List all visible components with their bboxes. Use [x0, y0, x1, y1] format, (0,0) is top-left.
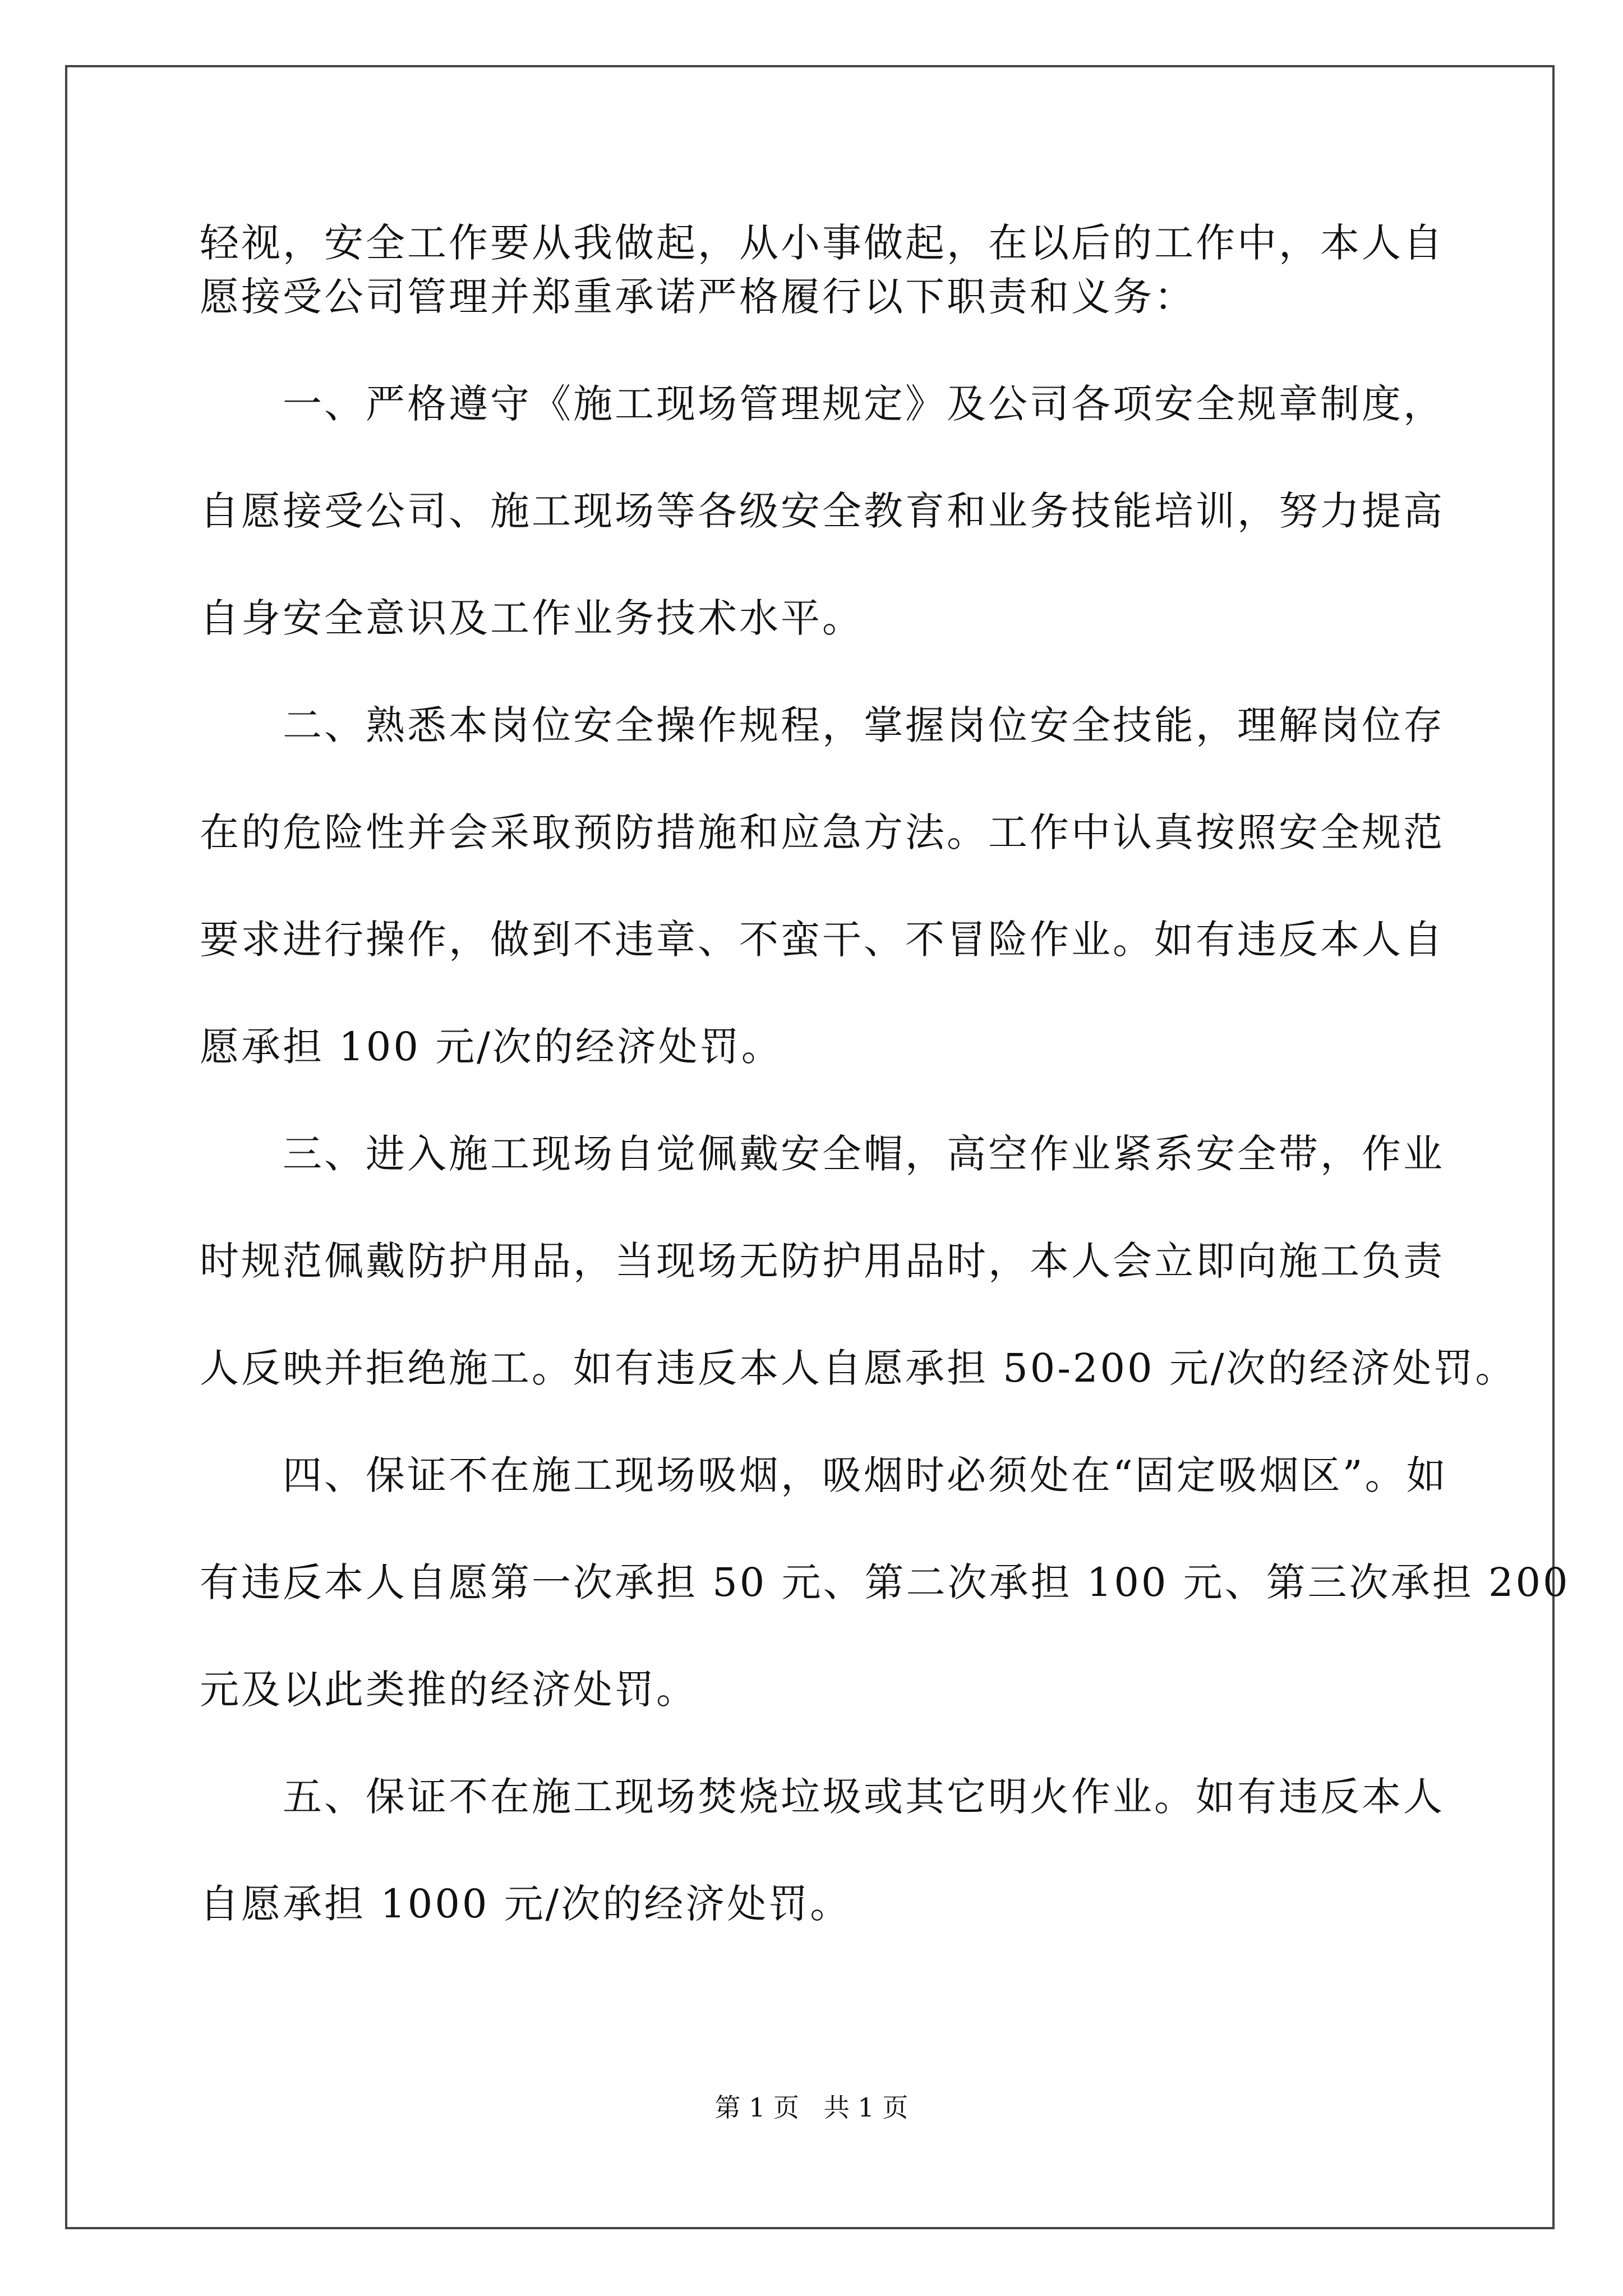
paragraph-line: 有违反本人自愿第一次承担 50 元、第二次承担 100 元、第三次承担 200	[200, 1559, 1570, 1605]
paragraph-item-2	[200, 698, 1445, 1074]
paragraph-line: 四、保证不在施工现场吸烟，吸烟时必须处在“固定吸烟区”。如	[283, 1452, 1448, 1498]
paragraph-line: 愿接受公司管理并郑重承诺严格履行以下职责和义务：	[200, 274, 1196, 320]
paragraph-line: 自愿承担 1000 元/次的经济处罚。	[200, 1881, 852, 1927]
paragraph-line: 时规范佩戴防护用品，当现场无防护用品时，本人会立即向施工负责	[200, 1238, 1445, 1284]
paragraph-line: 一、严格遵守《施工现场管理规定》及公司各项安全规章制度，	[283, 381, 1445, 427]
paragraph-line: 愿承担 100 元/次的经济处罚。	[200, 1024, 783, 1070]
paragraph-item-5	[200, 1770, 1445, 1931]
paragraph-line: 在的危险性并会采取预防措施和应急方法。工作中认真按照安全规范	[200, 809, 1445, 855]
paragraph-line: 五、保证不在施工现场焚烧垃圾或其它明火作业。如有违反本人	[283, 1774, 1445, 1820]
paragraph-item-4	[200, 1448, 1570, 1717]
paragraph-line: 轻视，安全工作要从我做起，从小事做起，在以后的工作中，本人自	[200, 220, 1445, 266]
page-number-footer: 第 1 页 共 1 页	[714, 2092, 909, 2123]
paragraph-intro	[200, 216, 1445, 324]
paragraph-item-3	[200, 1127, 1517, 1395]
paragraph-line: 自身安全意识及工作业务技术水平。	[200, 595, 864, 641]
document-body	[200, 216, 1570, 1931]
paragraph-line: 二、熟悉本岗位安全操作规程，掌握岗位安全技能，理解岗位存	[283, 702, 1445, 748]
paragraph-line: 人反映并拒绝施工。如有违反本人自愿承担 50-200 元/次的经济处罚。	[200, 1345, 1517, 1391]
paragraph-line: 元及以此类推的经济处罚。	[200, 1667, 698, 1713]
paragraph-line: 自愿接受公司、施工现场等各级安全教育和业务技能培训，努力提高	[200, 488, 1445, 534]
paragraph-line: 三、进入施工现场自觉佩戴安全帽，高空作业紧系安全带，作业	[283, 1131, 1445, 1177]
paragraph-line: 要求进行操作，做到不违章、不蛮干、不冒险作业。如有违反本人自	[200, 917, 1445, 963]
paragraph-item-1	[200, 377, 1445, 645]
